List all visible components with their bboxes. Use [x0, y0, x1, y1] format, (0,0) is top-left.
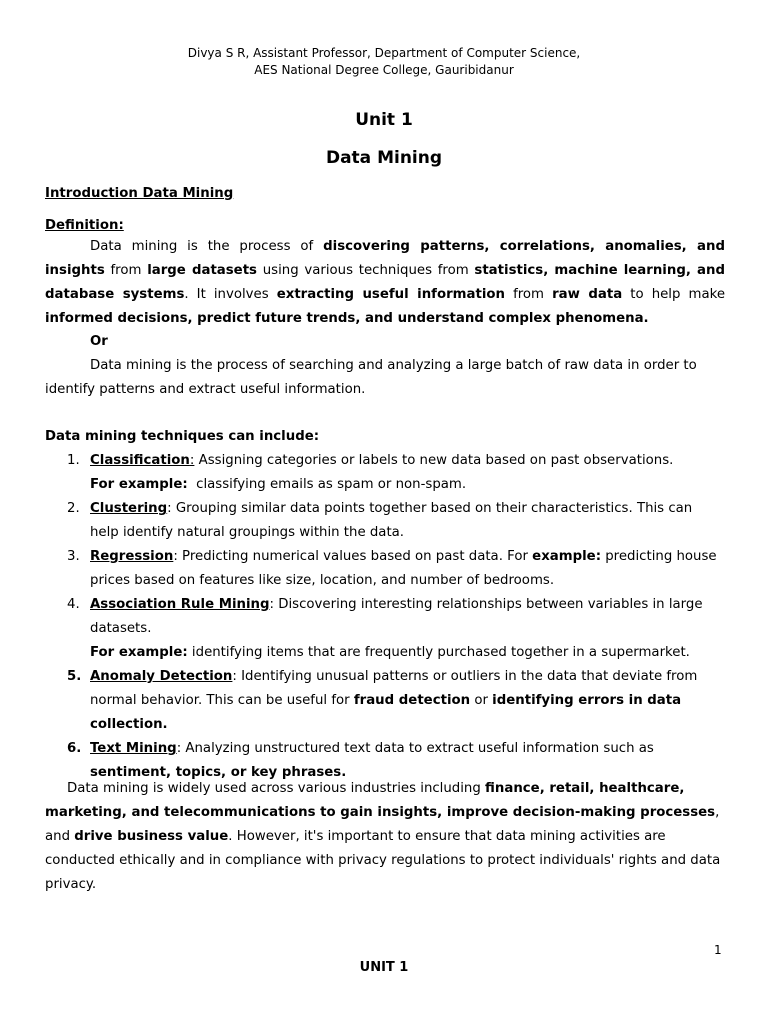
list-item: 6. Text Mining: Analyzing unstructured text data to extract useful information such as sentiment, topics, or key phrases. — [67, 741, 654, 780]
term-anomaly-detection: Anomaly Detection — [90, 669, 233, 684]
term-classification: Classification — [90, 453, 190, 468]
techniques-list — [45, 449, 725, 785]
list-item: 4. Association Rule Mining: Discovering interesting relationships between variables in large datasets. For example: identifying items that are frequently purchased together in a supermarket. — [67, 597, 703, 660]
term-regression: Regression — [90, 549, 174, 564]
header-line-2: AES National Degree College, Gauribidanur — [254, 63, 514, 77]
term-clustering: Clustering — [90, 501, 168, 516]
techniques-heading: Data mining techniques can include: — [45, 429, 320, 444]
list-item: 5. Anomaly Detection: Identifying unusual patterns or outliers in the data that deviate from normal behavior. This can be useful for fraud detection or identifying errors in data collection. — [67, 669, 698, 732]
or-label: Or — [90, 334, 108, 349]
page-number: 1 — [714, 943, 722, 957]
page-footer: UNIT 1 — [359, 960, 409, 975]
unit-title: Unit 1 — [355, 110, 413, 130]
page-header — [0, 45, 768, 79]
definition-paragraph: Data mining is the process of discovering patterns, correlations, anomalies, and insights from large datasets using various techniques from statistics, machine learning, and database systems. It involves extracting useful information from raw data to help make informed decisions, predict future trends, and understand complex phenomena. — [45, 239, 726, 326]
term-association-rule-mining: Association Rule Mining — [90, 597, 270, 612]
term-text-mining: Text Mining — [90, 741, 177, 756]
list-item: 2. Clustering: Grouping similar data points together based on their characteristics. This can help identify natural groupings within the data. — [67, 501, 693, 540]
document-title: Data Mining — [325, 148, 443, 168]
alt-definition-paragraph: Data mining is the process of searching and analyzing a large batch of raw data in order to identify patterns and extract useful information. — [45, 358, 697, 397]
definition-heading: Definition: — [45, 218, 124, 233]
header-line-1: Divya S R, Assistant Professor, Department of Computer Science, — [187, 46, 581, 60]
closing-paragraph: Data mining is widely used across various industries including finance, retail, healthcare, marketing, and telecommunications to gain insights, improve decision-making processes, and drive business value. However, it's important to ensure that data mining activities are conducted ethically and in compliance with privacy regulations to protect individuals' rights and data privacy. — [45, 781, 721, 892]
list-item: 1. Classification: Assigning categories or labels to new data based on past observations. For example: classifying emails as spam or non-spam. — [67, 453, 674, 492]
list-item: 3. Regression: Predicting numerical values based on past data. For example: predicting house prices based on features like size, location, and number of bedrooms. — [67, 549, 717, 588]
intro-heading: Introduction Data Mining — [45, 186, 234, 201]
